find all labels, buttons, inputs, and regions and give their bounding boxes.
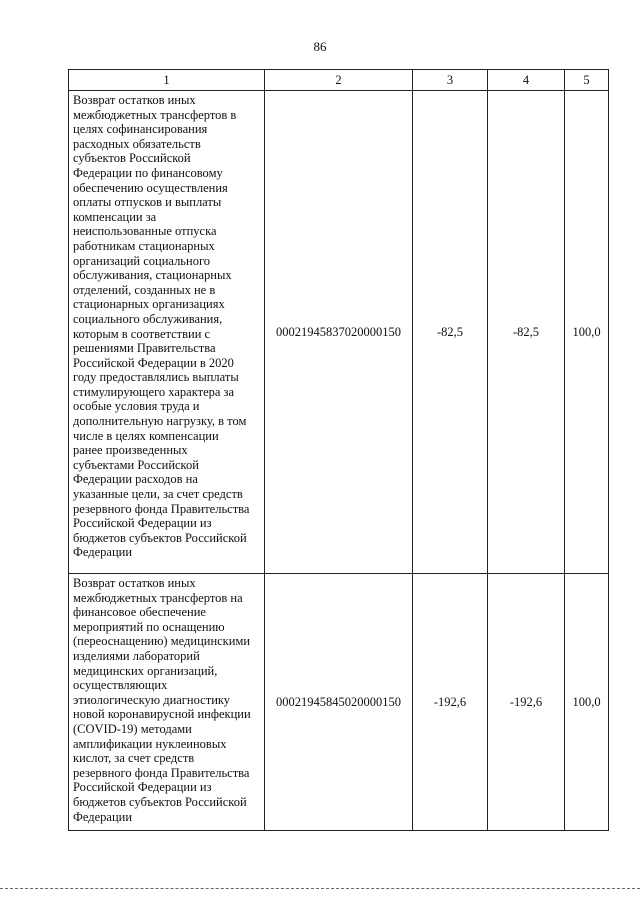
row-value-5: 100,0 xyxy=(565,574,609,831)
column-header-2: 2 xyxy=(265,70,413,91)
row-code: 00021945845020000150 xyxy=(265,574,413,831)
report-table xyxy=(68,69,609,831)
row-code: 00021945837020000150 xyxy=(265,91,413,574)
column-header-1: 1 xyxy=(69,70,265,91)
table-row xyxy=(69,574,609,831)
column-header-4: 4 xyxy=(488,70,565,91)
row-value-5: 100,0 xyxy=(565,91,609,574)
column-header-5: 5 xyxy=(565,70,609,91)
scan-edge-divider xyxy=(0,888,640,889)
row-description: Возврат остатков иных межбюджетных трансфертов на финансовое обеспечение мероприятий по оснащению (переоснащению) медицинскими изделиями лабораторий медицинских организаций, осуществляющих этиологическую диагностику новой коронавирусной инфекции (COVID-19) методами амплификации нуклеиновых кислот, за счет средств резервного фонда Правительства Российской Федерации из бюджетов субъектов Российской Федерации xyxy=(69,574,265,831)
row-description: Возврат остатков иных межбюджетных трансфертов в целях софинансирования расходных обязательств субъектов Российской Федерации по финансовому обеспечению осуществления оплаты отпусков и выплаты компенсации за неиспользованные отпуска работникам стационарных организаций социального обслуживания, стационарных отделений, созданных не в стационарных организациях социального обслуживания, которым в соответствии с решениями Правительства Российской Федерации в 2020 году предоставлялись выплаты стимулирующего характера за особые условия труда и дополнительную нагрузку, в том числе в целях компенсации ранее произведенных субъектами Российской Федерации расходов на указанные цели, за счет средств резервного фонда Правительства Российской Федерации из бюджетов субъектов Российской Федерации xyxy=(69,91,265,574)
row-value-3: -192,6 xyxy=(413,574,488,831)
row-value-3: -82,5 xyxy=(413,91,488,574)
row-value-4: -192,6 xyxy=(488,574,565,831)
row-value-4: -82,5 xyxy=(488,91,565,574)
table-row xyxy=(69,91,609,574)
column-header-3: 3 xyxy=(413,70,488,91)
table-header-row xyxy=(69,70,609,91)
page-number: 86 xyxy=(313,39,327,54)
